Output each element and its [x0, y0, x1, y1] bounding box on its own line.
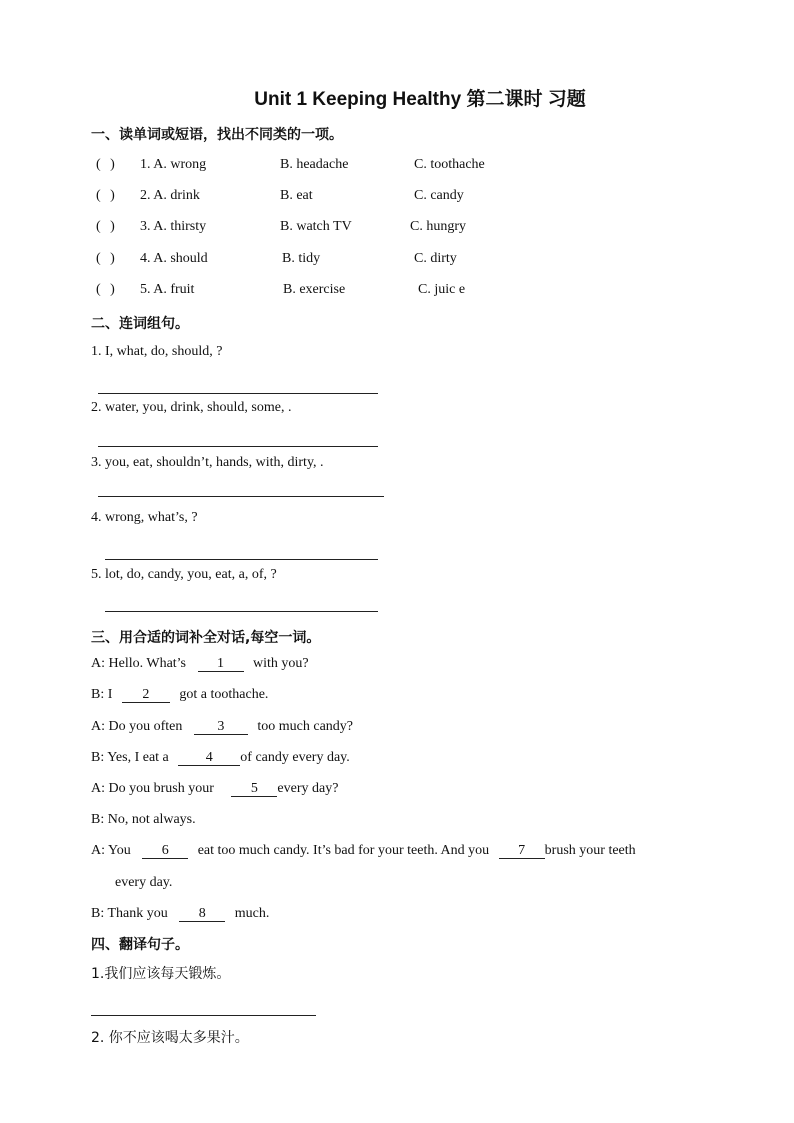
dialogue-text: every day? [277, 781, 339, 796]
answer-line-4[interactable] [105, 559, 378, 560]
dialogue-line-7 [91, 842, 636, 860]
dialogue-line-1 [91, 655, 309, 673]
scrambled-sentence-2: 2. water, you, drink, should, some, . [91, 400, 292, 415]
scrambled-sentence-4: 4. wrong, what’s, ? [91, 510, 198, 525]
blank-5[interactable]: 5 [231, 781, 277, 797]
dialogue-text: B: I [91, 687, 113, 702]
translate-sentence-2: 2. 你不应该喝太多果汁。 [91, 1030, 249, 1046]
dialogue-line-2 [91, 686, 268, 704]
answer-line-1[interactable] [98, 393, 378, 394]
page-title: Unit 1 Keeping Healthy 第二课时 习题 [254, 89, 586, 110]
blank-3[interactable]: 3 [194, 719, 248, 735]
dialogue-text: with you? [253, 656, 309, 671]
scrambled-sentence-1: 1. I, what, do, should, ? [91, 344, 223, 359]
option-c: C. dirty [414, 251, 457, 266]
option-b: B. headache [280, 157, 349, 172]
answer-line-3[interactable] [98, 496, 384, 497]
dialogue-line-6: B: No, not always. [91, 812, 196, 827]
scrambled-sentence-3: 3. you, eat, shouldn’t, hands, with, dirty, . [91, 455, 324, 470]
scrambled-sentence-5: 5. lot, do, candy, you, eat, a, of, ? [91, 567, 277, 582]
option-a: 4. A. should [140, 251, 208, 266]
option-c: C. toothache [414, 157, 485, 172]
section-3-heading: 三、用合适的词补全对话,每空一词。 [91, 630, 321, 646]
dialogue-text: A: Hello. What’s [91, 656, 187, 671]
blank-7[interactable]: 7 [499, 843, 545, 859]
dialogue-line-7-continued: every day. [115, 875, 173, 890]
dialogue-text: B: Thank you [91, 906, 168, 921]
option-a: 1. A. wrong [140, 157, 207, 172]
answer-bracket: ( ) [96, 282, 118, 297]
option-b: B. eat [280, 188, 313, 203]
answer-bracket: ( ) [96, 219, 118, 234]
answer-bracket: ( ) [96, 251, 118, 266]
option-a: 3. A. thirsty [140, 219, 207, 234]
dialogue-text: brush your teeth [544, 843, 636, 858]
option-c: C. candy [414, 188, 464, 203]
option-a: 5. A. fruit [140, 282, 195, 297]
translate-sentence-1: 1.我们应该每天锻炼。 [91, 966, 231, 982]
dialogue-line-4 [91, 749, 350, 767]
dialogue-line-8 [91, 905, 269, 923]
blank-4[interactable]: 4 [178, 750, 240, 766]
section-4-heading: 四、翻译句子。 [91, 937, 189, 953]
dialogue-text: too much candy? [257, 719, 354, 734]
answer-line-2[interactable] [98, 446, 378, 447]
blank-6[interactable]: 6 [142, 843, 188, 859]
blank-1[interactable]: 1 [198, 656, 244, 672]
dialogue-text: A: Do you often [91, 719, 183, 734]
option-b: B. watch TV [280, 219, 352, 234]
translation-answer-line-1[interactable] [91, 1015, 316, 1016]
option-c: C. juic e [418, 282, 466, 297]
answer-line-5[interactable] [105, 611, 378, 612]
dialogue-text: eat too much candy. It’s bad for your teeth. And you [197, 843, 490, 858]
dialogue-text: A: Do you brush your [91, 781, 214, 796]
option-a: 2. A. drink [140, 188, 200, 203]
blank-8[interactable]: 8 [179, 906, 225, 922]
blank-2[interactable]: 2 [122, 687, 170, 703]
dialogue-text: much. [234, 906, 270, 921]
option-c: C. hungry [410, 219, 466, 234]
dialogue-text: got a toothache. [179, 687, 269, 702]
dialogue-text: A: You [91, 843, 131, 858]
section-1-heading: 一、读单词或短语，找出不同类的一项。 [91, 127, 343, 143]
answer-bracket: ( ) [96, 188, 118, 203]
dialogue-line-3 [91, 718, 353, 736]
dialogue-line-5 [91, 780, 338, 798]
option-b: B. exercise [283, 282, 346, 297]
answer-bracket: ( ) [96, 157, 118, 172]
dialogue-text: B: Yes, I eat a [91, 750, 169, 765]
dialogue-text: of candy every day. [240, 750, 350, 765]
section-2-heading: 二、连词组句。 [91, 316, 189, 332]
option-b: B. tidy [282, 251, 321, 266]
